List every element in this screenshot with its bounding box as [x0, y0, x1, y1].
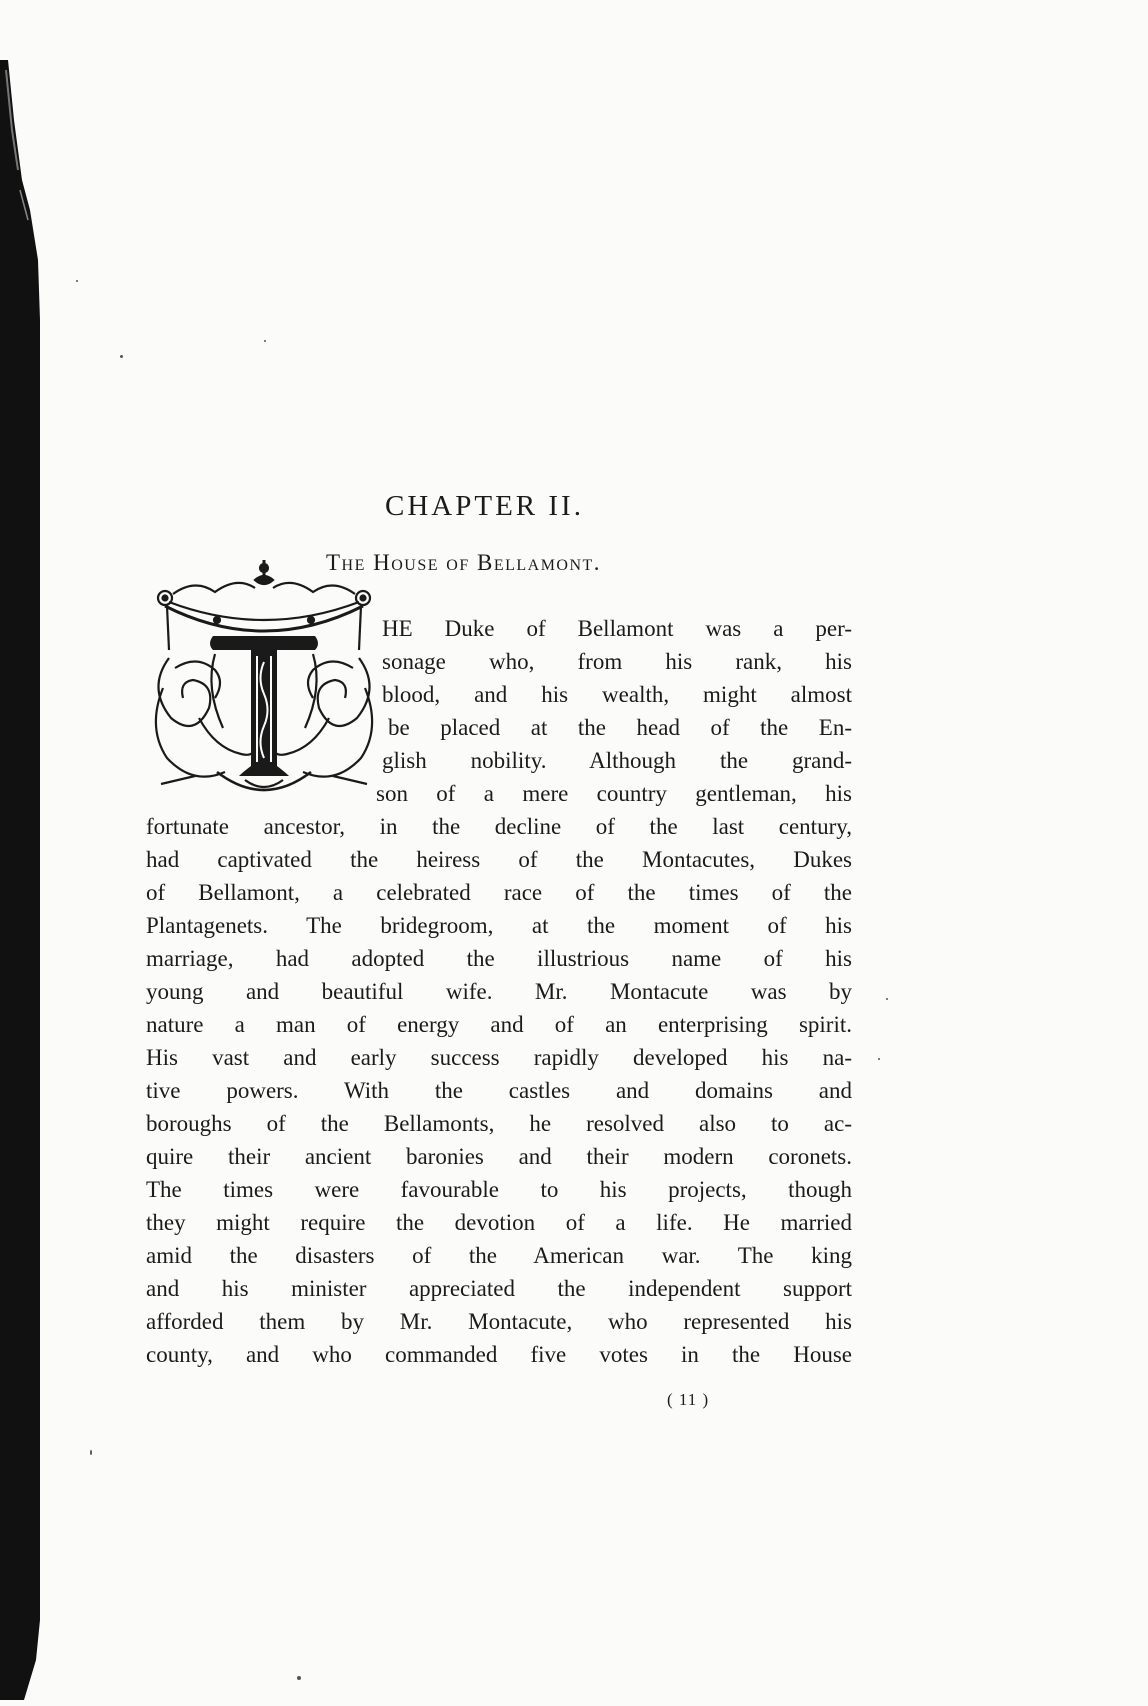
scan-speck [264, 340, 266, 342]
text-line: sonage who, from his rank, his [382, 649, 852, 674]
text-line: blood, and his wealth, might almost [382, 682, 852, 707]
text-line: boroughs of the Bellamonts, he resolved also to ac- [146, 1111, 852, 1136]
text-line: young and beautiful wife. Mr. Montacute was by [146, 979, 852, 1004]
text-line: fortunate ancestor, in the decline of the last century, [146, 814, 852, 839]
text-line: Plantagenets. The bridegroom, at the moment of his [146, 913, 852, 938]
chapter-heading: CHAPTER II. [385, 490, 584, 522]
page-number: ( 11 ) [667, 1390, 710, 1409]
text-line: nature a man of energy and of an enterprising spirit. [146, 1012, 852, 1037]
text-line: The times were favourable to his projects, though [146, 1177, 852, 1202]
text-line: amid the disasters of the American war. The king [146, 1243, 852, 1268]
scan-speck [878, 1058, 880, 1060]
scan-speck [90, 1450, 92, 1455]
text-line: afforded them by Mr. Montacute, who represented his [146, 1309, 852, 1334]
text-line: His vast and early success rapidly developed his na- [146, 1045, 852, 1070]
scan-speck [297, 1676, 301, 1680]
text-line: had captivated the heiress of the Montacutes, Dukes [146, 847, 852, 872]
text-line: be placed at the head of the En- [388, 715, 852, 740]
scan-speck [76, 280, 78, 282]
text-line: county, and who commanded five votes in the House [146, 1342, 852, 1367]
text-line: son of a mere country gentleman, his [376, 781, 852, 806]
text-line: quire their ancient baronies and their modern coronets. [146, 1144, 852, 1169]
chapter-subheading: The House of Bellamont. [326, 550, 602, 575]
scan-speck [886, 998, 888, 1000]
ornamental-drop-cap [145, 558, 383, 804]
text-line: tive powers. With the castles and domains and [146, 1078, 852, 1103]
text-line: marriage, had adopted the illustrious name of his [146, 946, 852, 971]
text-line: of Bellamont, a celebrated race of the times of the [146, 880, 852, 905]
scan-speck [120, 355, 123, 358]
text-line: glish nobility. Although the grand- [382, 748, 852, 773]
text-line: and his minister appreciated the independent support [146, 1276, 852, 1301]
binding-edge [0, 60, 42, 1700]
text-line: they might require the devotion of a life. He married [146, 1210, 852, 1235]
text-line: HE Duke of Bellamont was a per- [382, 616, 852, 641]
